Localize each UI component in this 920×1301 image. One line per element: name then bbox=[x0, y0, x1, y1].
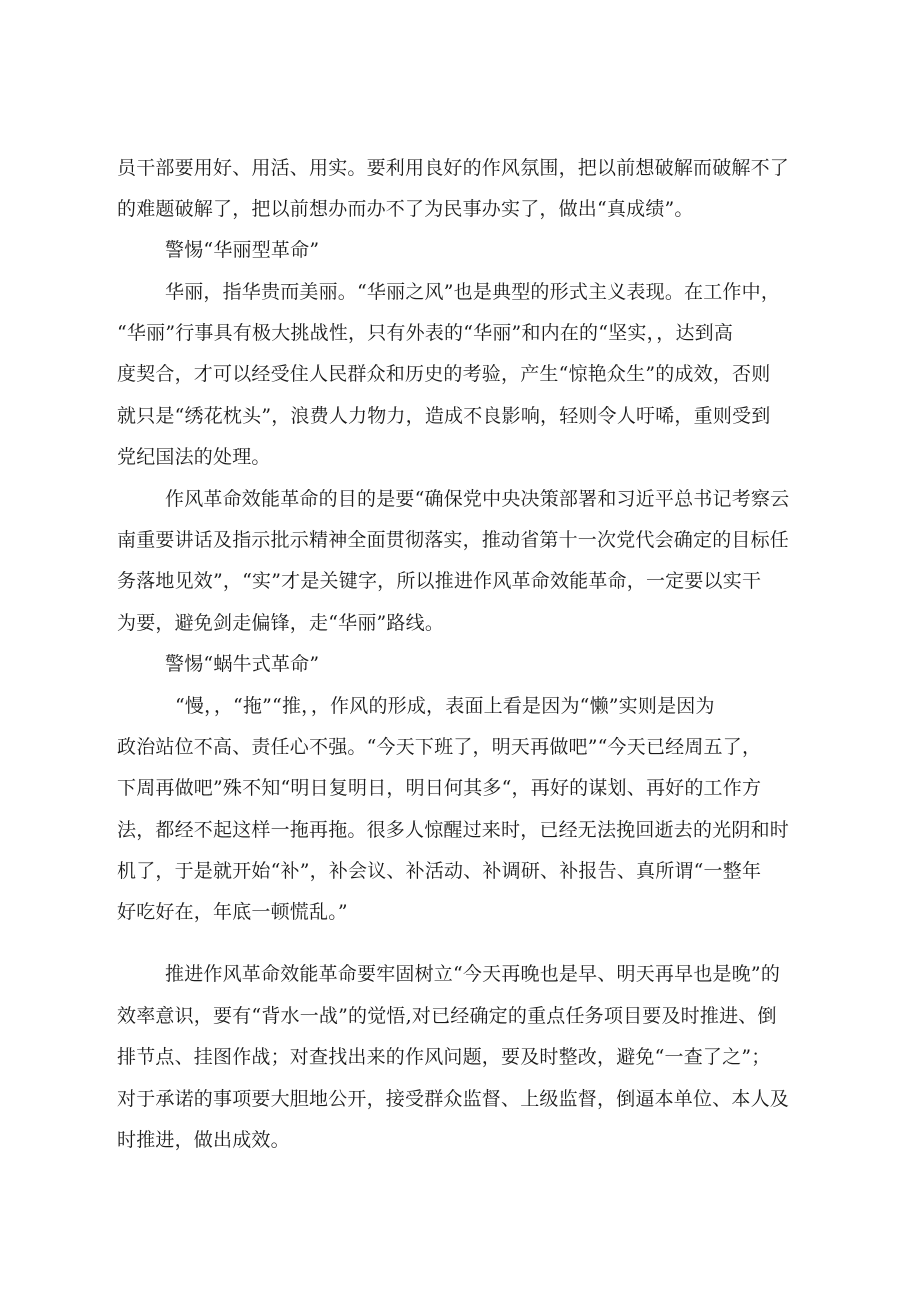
body-line: 党纪国法的处理。 bbox=[117, 446, 271, 468]
body-line: 好吃好在，年底一顿慌乱。” bbox=[117, 901, 348, 923]
body-line: 对于承诺的事项要大胆地公开，接受群众监督、上级监督，倒逼本单位、本人及 bbox=[117, 1088, 790, 1110]
body-line: 作风革命效能革命的目的是要“确保党中央决策部署和习近平总书记考察云 bbox=[165, 488, 790, 510]
body-line: 政治站位不高、责任心不强。“今天下班了，明天再做吧”“今天已经周五了， bbox=[117, 736, 762, 758]
body-line: 排节点、挂图作战；对查找出来的作风问题，要及时整改，避免“一查了之”； bbox=[117, 1046, 771, 1068]
body-line: 南重要讲话及指示批示精神全面贯彻落实，推动省第十一次党代会确定的目标任 bbox=[117, 529, 790, 551]
body-line: 机了，于是就开始“补”，补会议、补活动、补调研、补报告、真所谓“一整年 bbox=[117, 860, 762, 882]
body-line: 时推进，做出成效。 bbox=[117, 1129, 290, 1151]
body-line: 的难题破解了，把以前想办而办不了为民事办实了，做出“真成绩”。 bbox=[117, 198, 694, 220]
body-line: 下周再做吧”殊不知“明日复明日，明日何其多“，再好的谋划、再好的工作方 bbox=[117, 777, 762, 799]
body-line: “华丽”行事具有极大挑战性，只有外表的“华丽”和内在的“坚实，，达到高 bbox=[117, 322, 734, 344]
section-heading: 警惕“蜗牛式革命” bbox=[165, 653, 320, 675]
body-line: 推进作风革命效能革命要牢固树立“今天再晚也是早、明天再早也是晚”的 bbox=[165, 963, 781, 985]
body-line: 务落地见效”，“实”才是关键字，所以推进作风革命效能革命，一定要以实干 bbox=[117, 570, 762, 592]
body-line: 为要，避免剑走偏锋，走“华丽”路线。 bbox=[117, 612, 445, 634]
section-heading: 警惕“华丽型革命” bbox=[165, 239, 320, 261]
body-line: 就只是“绣花枕头”，浪费人力物力，造成不良影响，轻则令人吁唏，重则受到 bbox=[117, 405, 771, 427]
body-line: 员干部要用好、用活、用实。要利用良好的作风氛围，把以前想破解而破解不了 bbox=[117, 157, 790, 179]
body-line: 华丽，指华贵而美丽。“华丽之风”也是典型的形式主义表现。在工作中， bbox=[165, 281, 781, 303]
body-line: 效率意识，要有“背水一战”的觉悟,对已经确定的重点任务项目要及时推进、倒 bbox=[117, 1005, 777, 1027]
body-line: 度契合，才可以经受住人民群众和历史的考验，产生“惊艳众生”的成效，否则 bbox=[117, 363, 771, 385]
body-line: “慢，，“拖”“推，，作风的形成，表面上看是因为“懒”实则是因为 bbox=[175, 695, 715, 717]
body-line: 法，都经不起这样一拖再拖。很多人惊醒过来时，已经无法挽回逝去的光阴和时 bbox=[117, 819, 790, 841]
